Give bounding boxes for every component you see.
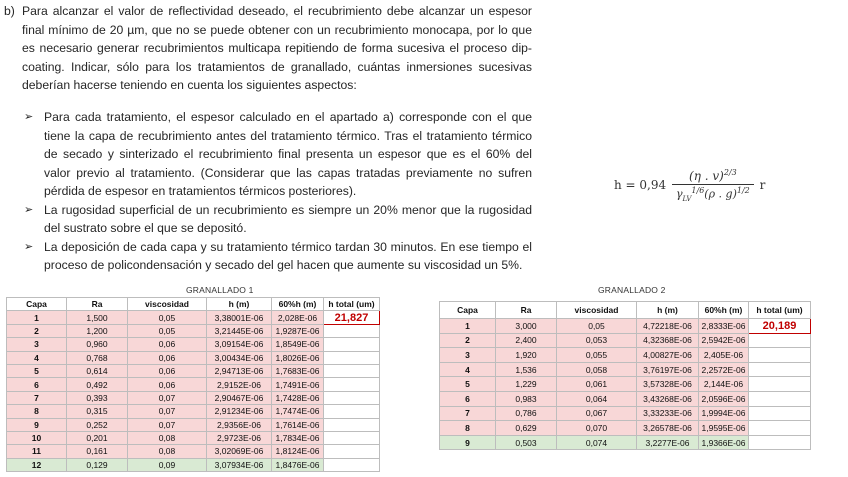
- table-cell: 0,07: [128, 405, 207, 418]
- table-cell: 1: [7, 311, 67, 324]
- table-cell: 0,058: [557, 362, 637, 377]
- table-cell-empty: [749, 333, 811, 348]
- column-header: Capa: [7, 298, 67, 311]
- table-row: [7, 378, 380, 391]
- table-cell: 0,629: [496, 421, 557, 436]
- bullet-item: [24, 238, 532, 275]
- table-cell: 4: [440, 362, 496, 377]
- table-cell: 0,07: [128, 391, 207, 404]
- table-cell: 1,7683E-06: [272, 364, 324, 377]
- table-cell: 2,405E-06: [699, 348, 749, 363]
- table-cell: 2,90467E-06: [207, 391, 272, 404]
- table-cell: 1: [440, 319, 496, 334]
- table-cell: 2,91234E-06: [207, 405, 272, 418]
- table-row: [440, 348, 811, 363]
- table-cell-empty: [324, 458, 380, 471]
- table-cell: 0,07: [128, 418, 207, 431]
- table-cell: 0,06: [128, 351, 207, 364]
- table-cell: 2: [440, 333, 496, 348]
- table-row: [440, 391, 811, 406]
- table-cell-empty: [324, 351, 380, 364]
- table-cell: 7: [440, 406, 496, 421]
- formula-fraction: [672, 168, 754, 203]
- table-cell: 8: [440, 421, 496, 436]
- bullet-item: [24, 108, 532, 201]
- table-cell: 0,768: [67, 351, 128, 364]
- table-cell: 2,8333E-06: [699, 319, 749, 334]
- table-cell-empty: [749, 391, 811, 406]
- table-cell-empty: [324, 418, 380, 431]
- table-cell-empty: [749, 421, 811, 436]
- table-cell: 1,9366E-06: [699, 435, 749, 450]
- table-cell: 2,9356E-06: [207, 418, 272, 431]
- table-cell: 3,00434E-06: [207, 351, 272, 364]
- table-cell: 3,38001E-06: [207, 311, 272, 324]
- table-cell: 0,129: [67, 458, 128, 471]
- table-cell: 0,786: [496, 406, 557, 421]
- table-cell: 4,72218E-06: [637, 319, 699, 334]
- table-cell: 1,200: [67, 324, 128, 337]
- table-cell-empty: [324, 364, 380, 377]
- column-header: 60%h (m): [699, 302, 749, 319]
- table-cell: 0,492: [67, 378, 128, 391]
- table-cell: 0,614: [67, 364, 128, 377]
- table-cell: 0,05: [128, 311, 207, 324]
- granallado-2-table: [439, 301, 811, 450]
- table-cell: 0,503: [496, 435, 557, 450]
- table-cell: 1,920: [496, 348, 557, 363]
- table-cell: 1,7614E-06: [272, 418, 324, 431]
- arrow-bullet-icon: ➢: [24, 111, 34, 123]
- column-header: viscosidad: [557, 302, 637, 319]
- table2-caption: GRANALLADO 2: [598, 285, 666, 295]
- bullet-text: Para cada tratamiento, el espesor calculado en el apartado a) corresponde con el que tiene la capa de recubrimiento antes del tratamiento térmico. Tras el tratamiento térmico de secado y sinterizado el recubrimiento final presenta un espesor que es el 60% del valor previo al tratamiento. (Considerar que las capas tratadas previamente no sufren pérdida de espesor en tratamientos térmicos posteriores).: [44, 110, 532, 198]
- table-cell: 3: [7, 338, 67, 351]
- column-header: h (m): [207, 298, 272, 311]
- intro-paragraph: [4, 2, 532, 95]
- table-cell: 0,06: [128, 338, 207, 351]
- table-cell-empty: [749, 362, 811, 377]
- table-cell: 1,8476E-06: [272, 458, 324, 471]
- table-cell: 2,0596E-06: [699, 391, 749, 406]
- intro-text: Para alcanzar el valor de reflectividad deseado, el recubrimiento debe alcanzar un espesor final mínimo de 20 µm, que no se puede obtener con un recubrimiento monocapa, por lo que es necesario generar recubrimientos multicapa repitiendo de forma sucesiva el proceso dip-coating. Indicar, sólo para los tratamientos de granallado, cuántas inmersiones sucesivas deberían hacerse teniendo en cuenta los siguientes aspectos:: [22, 4, 532, 92]
- table-cell-empty: [324, 431, 380, 444]
- table-cell: 1,9994E-06: [699, 406, 749, 421]
- table-cell: 0,053: [557, 333, 637, 348]
- column-header: h (m): [637, 302, 699, 319]
- table-header-row: [7, 298, 380, 311]
- table-cell: 0,074: [557, 435, 637, 450]
- table-cell: 1,9287E-06: [272, 324, 324, 337]
- table-cell-empty: [324, 405, 380, 418]
- table-cell: 1,8026E-06: [272, 351, 324, 364]
- table-cell: 9: [440, 435, 496, 450]
- table-cell: 1,9595E-06: [699, 421, 749, 436]
- table-cell: 5: [7, 364, 67, 377]
- table-cell: 0,08: [128, 431, 207, 444]
- table-row: [7, 391, 380, 404]
- granallado-1-table: [6, 297, 380, 472]
- table-cell: 1,7491E-06: [272, 378, 324, 391]
- table-cell: 0,09: [128, 458, 207, 471]
- table-cell: 0,06: [128, 364, 207, 377]
- total-thickness-value: 21,827: [324, 311, 380, 324]
- table-cell: 3,26578E-06: [637, 421, 699, 436]
- bullet-text: La rugosidad superficial de un recubrimiento es siempre un 20% menor que la rugosidad del sustrato sobre el que se depositó.: [44, 202, 532, 235]
- table-row: [7, 338, 380, 351]
- table-cell: 6: [7, 378, 67, 391]
- arrow-bullet-icon: ➢: [24, 240, 34, 253]
- table-cell: 1,8549E-06: [272, 338, 324, 351]
- table-cell: 3,33233E-06: [637, 406, 699, 421]
- total-thickness-value: 20,189: [749, 319, 811, 334]
- column-header: viscosidad: [128, 298, 207, 311]
- table-row: [7, 458, 380, 471]
- table-cell: 4,00827E-06: [637, 348, 699, 363]
- table-cell: 3,43268E-06: [637, 391, 699, 406]
- table-cell: 0,070: [557, 421, 637, 436]
- table-row: [7, 445, 380, 458]
- table-row: [7, 324, 380, 337]
- column-header: 60%h (m): [272, 298, 324, 311]
- table-cell: 1,7834E-06: [272, 431, 324, 444]
- table-cell: 0,06: [128, 378, 207, 391]
- table-cell-empty: [749, 406, 811, 421]
- bullet-item: [24, 201, 532, 238]
- table-cell: 2,2572E-06: [699, 362, 749, 377]
- table-cell: 12: [7, 458, 67, 471]
- table-cell: 8: [7, 405, 67, 418]
- table-cell: 0,960: [67, 338, 128, 351]
- table-row: [7, 364, 380, 377]
- table-cell: 10: [7, 431, 67, 444]
- table-cell: 1,8124E-06: [272, 445, 324, 458]
- table-cell: 2,144E-06: [699, 377, 749, 392]
- table-cell: 0,201: [67, 431, 128, 444]
- table-cell: 0,05: [557, 319, 637, 334]
- table-cell: 3,07934E-06: [207, 458, 272, 471]
- table-cell: 2,028E-06: [272, 311, 324, 324]
- table-cell: 3,02069E-06: [207, 445, 272, 458]
- table-cell-empty: [324, 338, 380, 351]
- table-cell-empty: [749, 377, 811, 392]
- table-cell: 0,161: [67, 445, 128, 458]
- table-cell-empty: [749, 348, 811, 363]
- table-cell: 1,536: [496, 362, 557, 377]
- table-row: [7, 431, 380, 444]
- bullet-list: [24, 108, 532, 275]
- table-cell: 0,08: [128, 445, 207, 458]
- table-cell: 5: [440, 377, 496, 392]
- table-cell: 3,57328E-06: [637, 377, 699, 392]
- table-cell: 4: [7, 351, 67, 364]
- table-cell: 7: [7, 391, 67, 404]
- table-cell: 0,067: [557, 406, 637, 421]
- table-cell: 1,229: [496, 377, 557, 392]
- table-cell: 2,5942E-06: [699, 333, 749, 348]
- table-row: [7, 311, 380, 324]
- table-cell: 0,055: [557, 348, 637, 363]
- formula-lhs: h = 0,94: [614, 177, 667, 192]
- table-cell: 1,500: [67, 311, 128, 324]
- table-row: [440, 333, 811, 348]
- table-cell: 11: [7, 445, 67, 458]
- table-row: [440, 319, 811, 334]
- table-cell: 1,7474E-06: [272, 405, 324, 418]
- table1-caption: GRANALLADO 1: [186, 285, 254, 295]
- table-cell-empty: [324, 445, 380, 458]
- table-cell: 0,983: [496, 391, 557, 406]
- table-cell-empty: [324, 324, 380, 337]
- table-row: [440, 362, 811, 377]
- column-header: Capa: [440, 302, 496, 319]
- formula-denominator: $\gamma_{LV}^{1/6}(\rho$ . g)$^{1/2}$: [675, 186, 750, 203]
- bullet-text: La deposición de cada capa y su tratamiento térmico tardan 30 minutos. En ese tiempo el proceso de policondensación y secado del gel hacen que aumente su viscosidad un 5%.: [44, 239, 532, 272]
- table-cell: 0,315: [67, 405, 128, 418]
- table-cell: 3,76197E-06: [637, 362, 699, 377]
- table-cell: 4,32368E-06: [637, 333, 699, 348]
- table-row: [7, 418, 380, 431]
- table-header-row: [440, 302, 811, 319]
- arrow-bullet-icon: ➢: [24, 203, 34, 216]
- formula-tail: r: [759, 177, 766, 192]
- table-row: [440, 377, 811, 392]
- table-cell: 3,2277E-06: [637, 435, 699, 450]
- table-cell: 2,400: [496, 333, 557, 348]
- table-cell: 2: [7, 324, 67, 337]
- table-cell-empty: [749, 435, 811, 450]
- table-cell: 2,9723E-06: [207, 431, 272, 444]
- table-cell: 0,061: [557, 377, 637, 392]
- table-cell: 0,393: [67, 391, 128, 404]
- table-row: [440, 406, 811, 421]
- table-cell: 9: [7, 418, 67, 431]
- table-cell: 3: [440, 348, 496, 363]
- table-cell: 0,064: [557, 391, 637, 406]
- table-cell: 0,252: [67, 418, 128, 431]
- table-cell: 0,05: [128, 324, 207, 337]
- formula-numerator: (η . v)$^{2/3}$: [672, 168, 754, 185]
- column-header: Ra: [496, 302, 557, 319]
- thickness-formula: [614, 168, 765, 203]
- item-marker: b): [4, 4, 15, 18]
- column-header: h total (um): [749, 302, 811, 319]
- table-cell: 3,000: [496, 319, 557, 334]
- table-cell-empty: [324, 378, 380, 391]
- column-header: Ra: [67, 298, 128, 311]
- table-cell: 2,94713E-06: [207, 364, 272, 377]
- table-row: [7, 405, 380, 418]
- table-cell: 3,09154E-06: [207, 338, 272, 351]
- column-header: h total (um): [324, 298, 380, 311]
- table-cell: 2,9152E-06: [207, 378, 272, 391]
- table-row: [7, 351, 380, 364]
- table-row: [440, 421, 811, 436]
- table-cell: 1,7428E-06: [272, 391, 324, 404]
- table-row: [440, 435, 811, 450]
- table-cell: 6: [440, 391, 496, 406]
- table-cell: 3,21445E-06: [207, 324, 272, 337]
- table-cell-empty: [324, 391, 380, 404]
